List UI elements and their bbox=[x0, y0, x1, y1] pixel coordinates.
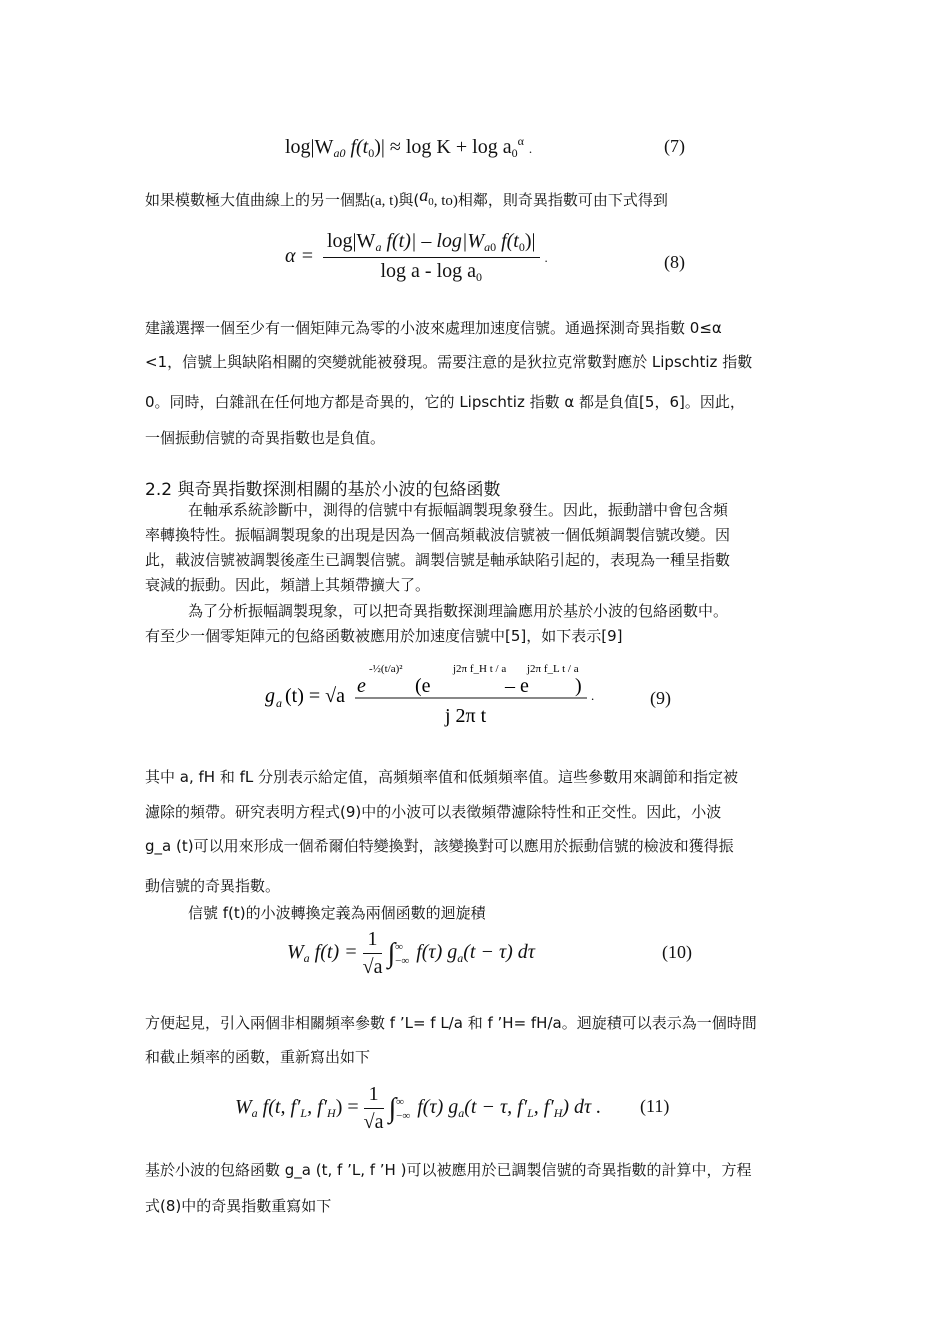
paragraph-line: 其中 a, fH 和 fL 分別表示給定值，高頻頻率值和低頻頻率值。這些參數用來調節和指定被 bbox=[145, 768, 739, 786]
paragraph-line: 0。同時，白雜訊在任何地方都是奇異的，它的 Lipschtiz 指數 α 都是負值[5，6]。因此， bbox=[145, 393, 745, 411]
paragraph-line: 在軸承系統診斷中，測得的信號中有振幅調製現象發生。因此，振動譜中會包含頻 bbox=[188, 501, 729, 519]
paragraph-line: 如果模數極大值曲線上的另一個點(a, t)與(a0, to)相鄰，則奇異指數可由下式得到 bbox=[145, 185, 668, 209]
eq9-minus: – e bbox=[505, 675, 529, 697]
paragraph-line: <1，信號上與缺陷相關的突變就能被發現。需要注意的是狄拉克常數對應於 Lipschtiz 指數 bbox=[145, 353, 753, 371]
equation-number-9: (9) bbox=[650, 688, 671, 708]
paragraph-line: 率轉換特性。振幅調製現象的出現是因為一個高頻載波信號被一個低頻調製信號改變。因 bbox=[145, 526, 731, 544]
svg-text:e: e bbox=[357, 675, 366, 697]
paragraph-line: 建議選擇一個至少有一個矩陣元為零的小波來處理加速度信號。通過探測奇異指數 0≤α bbox=[145, 319, 722, 337]
equation-10: $W_a$ f(t) = $\frac{1}{√a}$ ∫ ∞ −∞ f(τ) $g_a(t - \tau)$ dτ bbox=[287, 928, 535, 978]
eq9-mid: (e bbox=[415, 675, 431, 697]
eq9-denom: j 2π t bbox=[445, 705, 487, 727]
eq9-exp2: j2π f_H t / a bbox=[453, 663, 507, 675]
equation-number-10: (10) bbox=[662, 942, 692, 962]
equation-number-7: (7) bbox=[664, 136, 685, 156]
eq9-lhs2: (t) = √a bbox=[285, 685, 346, 707]
paragraph-line: 此，載波信號被調製後產生已調製信號。調製信號是軸承缺陷引起的，表現為一種呈指數 bbox=[145, 551, 731, 569]
equation-8: α = $\frac{\log|W_a f(t)| - \log|W_{a0} f(t_0)|}{\log a - \log a_0}$ . bbox=[285, 230, 548, 284]
paragraph-line: 和截止頻率的函數，重新寫出如下 bbox=[145, 1048, 371, 1066]
equation-number-11: (11) bbox=[640, 1096, 670, 1116]
paragraph-line: 衰減的振動。因此，頻譜上其頻帶擴大了。 bbox=[145, 576, 431, 594]
paragraph-line: 濾除的頻帶。研究表明方程式(9)中的小波可以表徵頻帶濾除特性和正交性。因此，小波 bbox=[145, 803, 722, 821]
paragraph-line: 方便起見，引入兩個非相關頻率參數 f ’L= f L/a 和 f ’H= fH/a。迴旋積可以表示為一個時間 bbox=[145, 1014, 757, 1032]
eq9-lhs: g bbox=[265, 685, 275, 707]
eq9-dot: . bbox=[591, 688, 595, 703]
paragraph-line: 有至少一個零矩陣元的包絡函數被應用於加速度信號中[5]，如下表示[9] bbox=[145, 627, 623, 645]
paragraph-line: g_a (t)可以用來形成一個希爾伯特變換對，該變換對可以應用於振動信號的檢波和獲得振 bbox=[145, 837, 734, 855]
paragraph-line: 基於小波的包絡函數 g_a (t, f ’L, f ’H )可以被應用於已調製信號的奇異指數的計算中，方程 bbox=[145, 1161, 752, 1179]
paragraph-line: 為了分析振幅調製現象，可以把奇異指數探測理論應用於基於小波的包絡函數中。 bbox=[188, 602, 729, 620]
eq9-exp1: -½(t/a)² bbox=[369, 663, 403, 675]
equation-11: $W_a$ f(t, $f'_L$, $f'_H$) = $\frac{1}{√a}$ ∫ ∞ −∞ f(τ) $g_a(t - \tau$, $f'_L$, $f'_H$) dτ . bbox=[235, 1083, 602, 1133]
paragraph-line: 式(8)中的奇異指數重寫如下 bbox=[145, 1197, 332, 1215]
section-title: 2.2 與奇異指數探測相關的基於小波的包絡函數 bbox=[145, 480, 501, 500]
equation-7: $\log|W_{a0}$ $f(t_0)| \approx \log K + \log a_0^\alpha$ . bbox=[285, 134, 533, 160]
eq9-close: ) bbox=[575, 675, 582, 697]
equation-number-8: (8) bbox=[664, 252, 685, 272]
paragraph-line: 動信號的奇異指數。 bbox=[145, 877, 281, 895]
eq9-lhs-sub: a bbox=[276, 696, 282, 710]
paragraph-line: 信號 f(t)的小波轉換定義為兩個函數的迴旋積 bbox=[188, 904, 486, 922]
eq9-exp3: j2π f_L t / a bbox=[527, 663, 579, 675]
equation-9 bbox=[265, 650, 605, 730]
paragraph-line: 一個振動信號的奇異指數也是負值。 bbox=[145, 429, 386, 447]
